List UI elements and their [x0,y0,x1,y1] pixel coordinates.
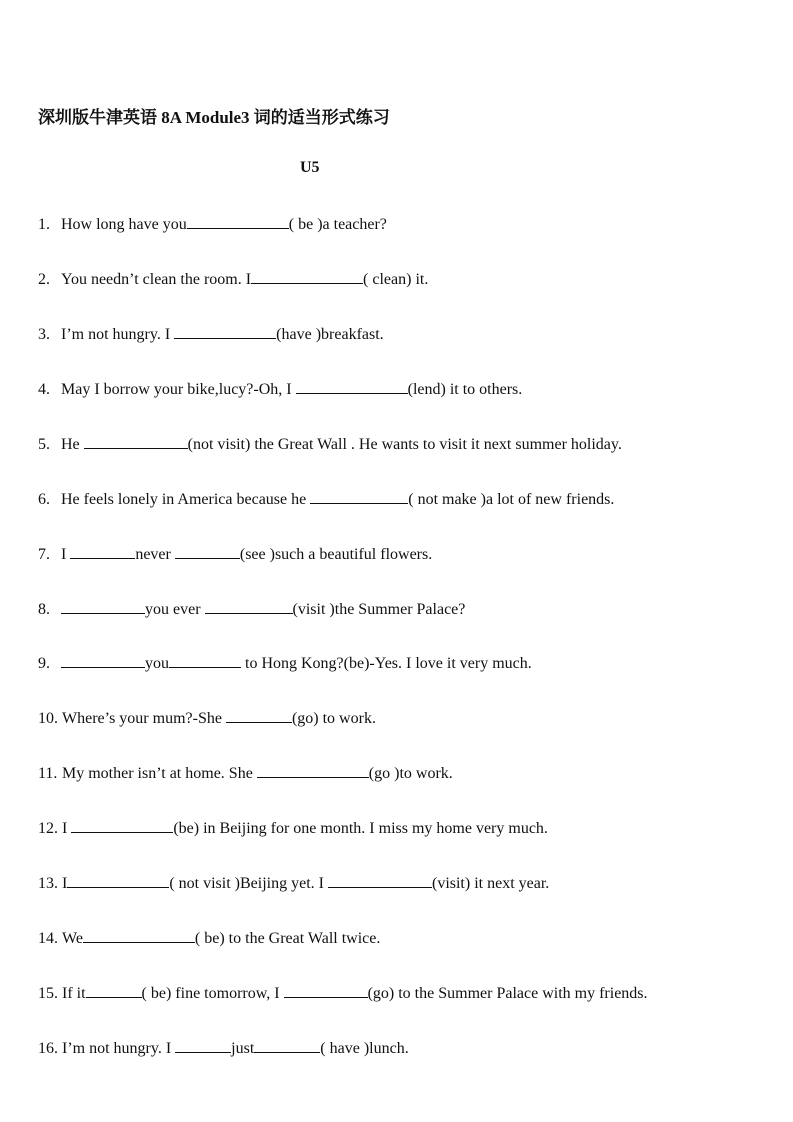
answer-blank[interactable] [328,873,432,888]
question-text: How long have you [61,216,187,233]
question-number: 10. [38,710,58,727]
question-number: 9. [38,655,50,672]
question-number: 15. [38,985,58,1002]
question-item [38,599,465,620]
question-text: you [145,655,169,672]
question-text: If it [62,985,86,1002]
question-item [38,1038,409,1059]
question-text: He [61,436,84,453]
question-number: 6. [38,491,50,508]
question-item [38,763,453,784]
question-text: My mother isn’t at home. She [62,765,257,782]
answer-blank[interactable] [226,708,292,723]
question-text: I [62,875,68,892]
question-number: 13. [38,875,58,892]
answer-blank[interactable] [251,269,363,284]
question-item [38,489,614,510]
answer-blank[interactable] [284,983,368,998]
answer-blank[interactable] [296,379,408,394]
answer-blank[interactable] [86,983,142,998]
question-text: ( be) fine tomorrow, I [141,985,284,1002]
question-item [38,269,428,290]
answer-blank[interactable] [187,214,289,229]
answer-blank[interactable] [310,489,408,504]
question-text: (not visit) the Great Wall . He wants to visit it next summer holiday. [187,436,622,453]
question-text: (lend) it to others. [407,381,523,398]
answer-blank[interactable] [174,324,276,339]
question-text: (see )such a beautiful flowers. [239,546,433,563]
question-text: ( have )lunch. [320,1040,409,1057]
question-number: 16. [38,1040,58,1057]
answer-blank[interactable] [67,873,169,888]
question-text: I’m not hungry. I [61,326,175,343]
question-text: Where’s your mum?-She [62,710,226,727]
question-number: 1. [38,216,50,233]
question-text: I [61,546,71,563]
question-item [38,379,522,400]
question-number: 12. [38,820,58,837]
question-text: never [135,546,175,563]
question-number: 7. [38,546,50,563]
question-text: May I borrow your bike,lucy?-Oh, I [61,381,296,398]
question-text: (be) in Beijing for one month. I miss my home very much. [173,820,548,837]
question-text: ( not make )a lot of new friends. [408,491,615,508]
question-number: 5. [38,436,50,453]
question-text: We [62,930,83,947]
answer-blank[interactable] [257,763,369,778]
question-text: ( clean) it. [363,271,429,288]
answer-blank[interactable] [205,599,293,614]
answer-blank[interactable] [71,818,173,833]
question-text: (go) to work. [291,710,376,727]
answer-blank[interactable] [169,653,241,668]
question-item [38,983,648,1004]
answer-blank[interactable] [84,434,188,449]
question-text: ( be) to the Great Wall twice. [194,930,381,947]
question-item [38,653,532,674]
question-text: ( be )a teacher? [288,216,387,233]
answer-blank[interactable] [61,653,145,668]
question-text: (go )to work. [368,765,453,782]
question-item [38,434,622,455]
question-number: 4. [38,381,50,398]
question-number: 11. [38,765,58,782]
question-item [38,818,548,839]
question-text: ( not visit )Beijing yet. I [169,875,328,892]
question-text: you ever [145,601,205,618]
question-item [38,544,432,565]
question-text: (go) to the Summer Palace with my friends. [367,985,648,1002]
question-text: (have )breakfast. [276,326,384,343]
unit-heading: U5 [300,159,320,176]
answer-blank[interactable] [70,544,135,559]
question-text: I’m not hungry. I [62,1040,176,1057]
question-item [38,708,376,729]
question-number: 8. [38,601,50,618]
question-number: 2. [38,271,50,288]
question-number: 3. [38,326,50,343]
page-title: 深圳版牛津英语 8A Module3 词的适当形式练习 [38,108,390,127]
answer-blank[interactable] [254,1038,320,1053]
answer-blank[interactable] [83,928,195,943]
question-text: I [62,820,72,837]
question-text: (visit )the Summer Palace? [292,601,466,618]
answer-blank[interactable] [175,1038,231,1053]
question-text: just [231,1040,255,1057]
question-item [38,214,387,235]
question-item [38,928,380,949]
question-item [38,873,549,894]
question-item [38,324,384,345]
answer-blank[interactable] [175,544,240,559]
question-text: (visit) it next year. [431,875,550,892]
question-text: He feels lonely in America because he [61,491,311,508]
question-text: to Hong Kong?(be)-Yes. I love it very much. [241,655,532,672]
question-text: You needn’t clean the room. I [61,271,252,288]
answer-blank[interactable] [61,599,145,614]
question-number: 14. [38,930,58,947]
